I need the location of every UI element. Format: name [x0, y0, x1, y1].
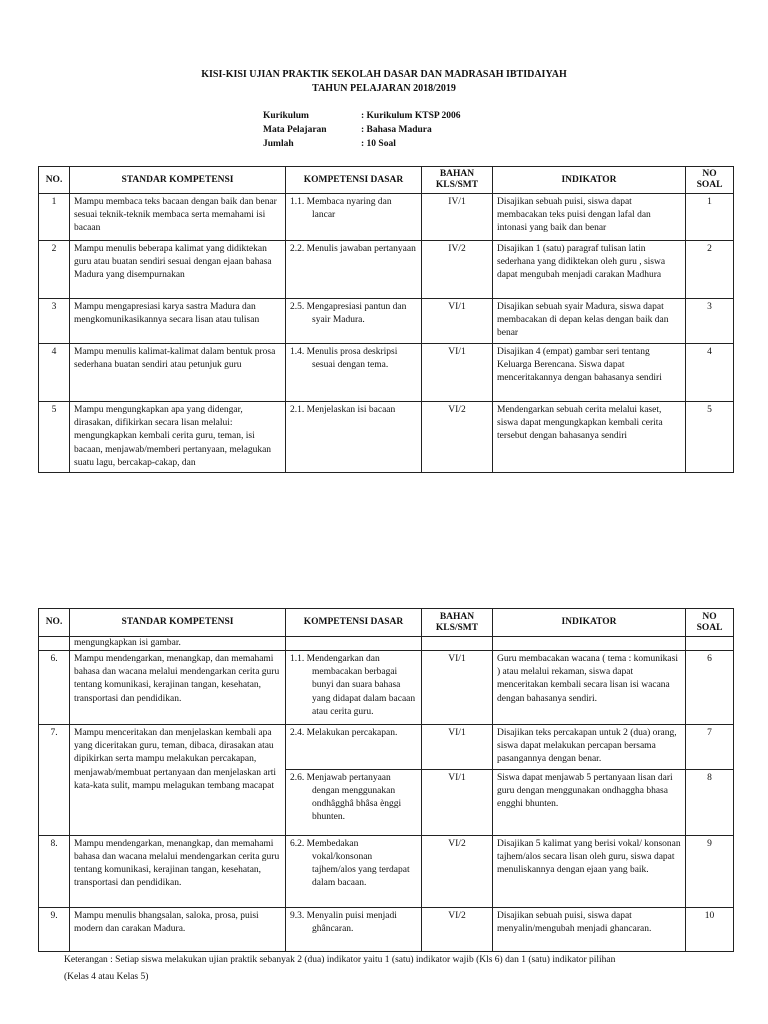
cell-no: 9.: [39, 907, 70, 951]
footnote-line1: Keterangan : Setiap siswa melakukan ujian praktik sebanyak 2 (dua) indikator yaitu 1 (satu) indikator wajib (Kls 6) dan 1 (satu) indikator pilihan: [64, 955, 616, 965]
info-label: Kurikulum: [263, 111, 309, 121]
info-kurikulum: [263, 111, 461, 121]
col-header-bahan-2: KLS/SMT: [435, 622, 479, 633]
cell-kompetensi-dasar: [286, 637, 422, 651]
kd-text: 2.5. Mengapresiasi pantun dan syair Madura.: [290, 302, 407, 326]
cell-bahan: IV/1: [422, 194, 493, 241]
document-subtitle: TAHUN PELAJARAN 2018/2019: [312, 83, 456, 94]
cell-indikator: Disajikan sebuah syair Madura, siswa dapat membacakan di depan kelas dengan baik dan benar: [493, 299, 686, 344]
cell-kompetensi-dasar: [286, 769, 422, 835]
col-header-no: NO.: [39, 167, 70, 194]
cell-kompetensi-dasar: [286, 344, 422, 402]
col-header-kompetensi-dasar: KOMPETENSI DASAR: [286, 167, 422, 194]
kd-text: 2.4. Melakukan percakapan.: [290, 728, 398, 738]
col-header-indikator: INDIKATOR: [493, 609, 686, 637]
cell-kompetensi-dasar: [286, 241, 422, 299]
cell-indikator: [493, 637, 686, 651]
cell-indikator: Disajikan sebuah puisi, siswa dapat membacakan teks puisi dengan lafal dan intonasi yang baik dan benar: [493, 194, 686, 241]
table-row: [39, 299, 734, 344]
kisi-kisi-table-page2: [38, 608, 734, 952]
cell-indikator: Disajikan 1 (satu) paragraf tulisan latin sederhana yang didiktekan oleh guru , siswa dapat mengubah menjadi carakan Madhura: [493, 241, 686, 299]
cell-kompetensi-dasar: [286, 725, 422, 770]
col-header-standar-kompetensi: STANDAR KOMPETENSI: [70, 609, 286, 637]
table-row: [39, 402, 734, 473]
cell-bahan: VI/1: [422, 725, 493, 770]
cell-no: 3: [39, 299, 70, 344]
table-row: [39, 907, 734, 951]
cell-standar-kompetensi: mengungkapkan isi gambar.: [70, 637, 286, 651]
cell-no: 2: [39, 241, 70, 299]
cell-no-soal: 10: [686, 907, 734, 951]
kd-text: 2.6. Menjawab pertanyaan dengan menggunakan ondhâgghâ bhâsa ènggi bhunten.: [290, 772, 402, 823]
table-row: [39, 241, 734, 299]
cell-bahan: VI/1: [422, 651, 493, 725]
cell-standar-kompetensi: Mampu menceritakan dan menjelaskan kembali apa yang diceritakan guru, teman, dibaca, dirasakan atau dipikirkan serta mampu melakukan percakapan, menjawab/membuat pertanyaan dan menjelaskan arti kata-kata sulit, mampu melagukan tembang macapat: [70, 725, 286, 836]
info-value: : Kurikulum KTSP 2006: [361, 111, 461, 121]
col-header-bahan-2: KLS/SMT: [435, 180, 479, 190]
document-title: KISI-KISI UJIAN PRAKTIK SEKOLAH DASAR DAN MADRASAH IBTIDAIYAH: [201, 69, 567, 80]
cell-no: 6.: [39, 651, 70, 725]
col-header-nosoal-2: SOAL: [696, 180, 723, 190]
cell-bahan: [422, 637, 493, 651]
kisi-kisi-table-page1: [38, 166, 734, 473]
table-row: [39, 194, 734, 241]
cell-no: 4: [39, 344, 70, 402]
col-header-bahan-1: BAHAN: [439, 611, 475, 622]
cell-no: 5: [39, 402, 70, 473]
table-row-continuation: [39, 637, 734, 651]
col-header-kompetensi-dasar: KOMPETENSI DASAR: [286, 609, 422, 637]
cell-no: 7.: [39, 725, 70, 836]
cell-bahan: VI/2: [422, 907, 493, 951]
col-header-no: NO.: [39, 609, 70, 637]
col-header-bahan: [422, 609, 493, 637]
kd-text: 1.1. Membaca nyaring dan lancar: [290, 197, 392, 221]
table-header-row: [39, 167, 734, 194]
kd-text: 1.1. Mendengarkan dan membacakan berbagai bunyi dan suara bahasa yang didapat dalam bacaan atau cerita guru.: [290, 654, 416, 717]
info-label: Mata Pelajaran: [263, 125, 327, 135]
cell-no-soal: 3: [686, 299, 734, 344]
footnote-line2: (Kelas 4 atau Kelas 5): [64, 972, 149, 982]
cell-indikator: Disajikan 5 kalimat yang berisi vokal/ konsonan tajhem/alos secara lisan oleh guru, siswa dapat menuliskannya dengan ejaan yang baik.: [493, 835, 686, 907]
table-row: [39, 835, 734, 907]
cell-kompetensi-dasar: [286, 835, 422, 907]
cell-kompetensi-dasar: [286, 402, 422, 473]
cell-standar-kompetensi: Mampu menulis bhangsalan, saloka, prosa, puisi modern dan carakan Madura.: [70, 907, 286, 951]
kd-text: 6.2. Membedakan vokal/konsonan tajhem/alos yang terdapat dalam bacaan.: [290, 838, 410, 889]
col-header-bahan: [422, 167, 493, 194]
cell-kompetensi-dasar: [286, 651, 422, 725]
cell-no: [39, 637, 70, 651]
cell-bahan: VI/1: [422, 769, 493, 835]
cell-standar-kompetensi: Mampu menulis beberapa kalimat yang didiktekan guru atau buatan sendiri sesuai dengan ejaan bahasa Madura yang disempurnakan: [70, 241, 286, 299]
cell-bahan: VI/1: [422, 344, 493, 402]
cell-no-soal: [686, 637, 734, 651]
col-header-no-soal: [686, 609, 734, 637]
table-header-row: [39, 609, 734, 637]
cell-no-soal: 9: [686, 835, 734, 907]
cell-kompetensi-dasar: [286, 907, 422, 951]
table-row: [39, 344, 734, 402]
cell-no-soal: 7: [686, 725, 734, 770]
cell-no: 8.: [39, 835, 70, 907]
cell-no-soal: 1: [686, 194, 734, 241]
col-header-nosoal-2: SOAL: [696, 622, 723, 633]
cell-standar-kompetensi: Mampu mendengarkan, menangkap, dan memahami bahasa dan wacana melalui mendengarkan cerita guru tentang komunikasi, kerajinan tangan, kesehatan, transportasi dan pendidikan.: [70, 835, 286, 907]
cell-standar-kompetensi: Mampu mengapresiasi karya sastra Madura dan mengkomunikasikannya secara lisan atau tulisan: [70, 299, 286, 344]
cell-bahan: VI/2: [422, 402, 493, 473]
kd-text: 2.1. Menjelaskan isi bacaan: [290, 405, 396, 415]
cell-kompetensi-dasar: [286, 299, 422, 344]
kd-text: 1.4. Menulis prosa deskripsi sesuai dengan tema.: [290, 347, 398, 371]
info-value: : 10 Soal: [361, 139, 396, 149]
col-header-no-soal: [686, 167, 734, 194]
info-value: : Bahasa Madura: [361, 125, 432, 135]
info-label: Jumlah: [263, 139, 294, 149]
info-mata-pelajaran: [263, 125, 432, 135]
col-header-nosoal-1: NO: [702, 169, 717, 179]
kd-text: 9.3. Menyalin puisi menjadi ghâncaran.: [290, 910, 397, 934]
cell-indikator: Mendengarkan sebuah cerita melalui kaset, siswa dapat mengungkapkan kembali cerita tersebut dengan bahasanya sendiri: [493, 402, 686, 473]
table-row: [39, 725, 734, 770]
cell-no-soal: 5: [686, 402, 734, 473]
cell-bahan: IV/2: [422, 241, 493, 299]
col-header-standar-kompetensi: STANDAR KOMPETENSI: [70, 167, 286, 194]
cell-indikator: Disajikan sebuah puisi, siswa dapat menyalin/mengubah menjadi ghancaran.: [493, 907, 686, 951]
col-header-bahan-1: BAHAN: [439, 169, 475, 179]
cell-indikator: Siswa dapat menjawab 5 pertanyaan lisan dari guru dengan menggunakan ondhaggha bhasa engghi bhunten.: [493, 769, 686, 835]
cell-standar-kompetensi: Mampu membaca teks bacaan dengan baik dan benar sesuai teknik-teknik membaca serta memahami isi bacaan: [70, 194, 286, 241]
cell-no-soal: 8: [686, 769, 734, 835]
cell-indikator: Disajikan 4 (empat) gambar seri tentang Keluarga Berencana. Siswa dapat menceritakannya dengan bahasanya sendiri: [493, 344, 686, 402]
cell-no: 1: [39, 194, 70, 241]
cell-standar-kompetensi: Mampu mendengarkan, menangkap, dan memahami bahasa dan wacana melalui mendengarkan cerita guru tentang komunikasi, kerajinan tangan, kesehatan, transportasi dan pendidikan.: [70, 651, 286, 725]
cell-kompetensi-dasar: [286, 194, 422, 241]
cell-standar-kompetensi: Mampu menulis kalimat-kalimat dalam bentuk prosa sederhana buatan sendiri atau petunjuk guru: [70, 344, 286, 402]
cell-standar-kompetensi: Mampu mengungkapkan apa yang didengar, dirasakan, difikirkan secara lisan melalui: mengungkapkan kembali cerita guru, teman, isi bacaan, menjawab/memberi pertanyaan, melagukan suatu lagu, bercakap-cakap, dan: [70, 402, 286, 473]
cell-indikator: Guru membacakan wacana ( tema : komunikasi ) atau melalui rekaman, siswa dapat menceritakan kembali secara lisan isi wacana dengan bahasanya sendiri.: [493, 651, 686, 725]
kd-text: 2.2. Menulis jawaban pertanyaan: [290, 244, 416, 254]
col-header-nosoal-1: NO: [702, 611, 717, 622]
cell-no-soal: 6: [686, 651, 734, 725]
cell-bahan: VI/2: [422, 835, 493, 907]
cell-no-soal: 4: [686, 344, 734, 402]
col-header-indikator: INDIKATOR: [493, 167, 686, 194]
cell-indikator: Disajikan teks percakapan untuk 2 (dua) orang, siswa dapat melakukan percapan bersama pasangannya dengan benar.: [493, 725, 686, 770]
cell-bahan: VI/1: [422, 299, 493, 344]
table-row: [39, 651, 734, 725]
info-jumlah: [263, 139, 396, 149]
cell-no-soal: 2: [686, 241, 734, 299]
